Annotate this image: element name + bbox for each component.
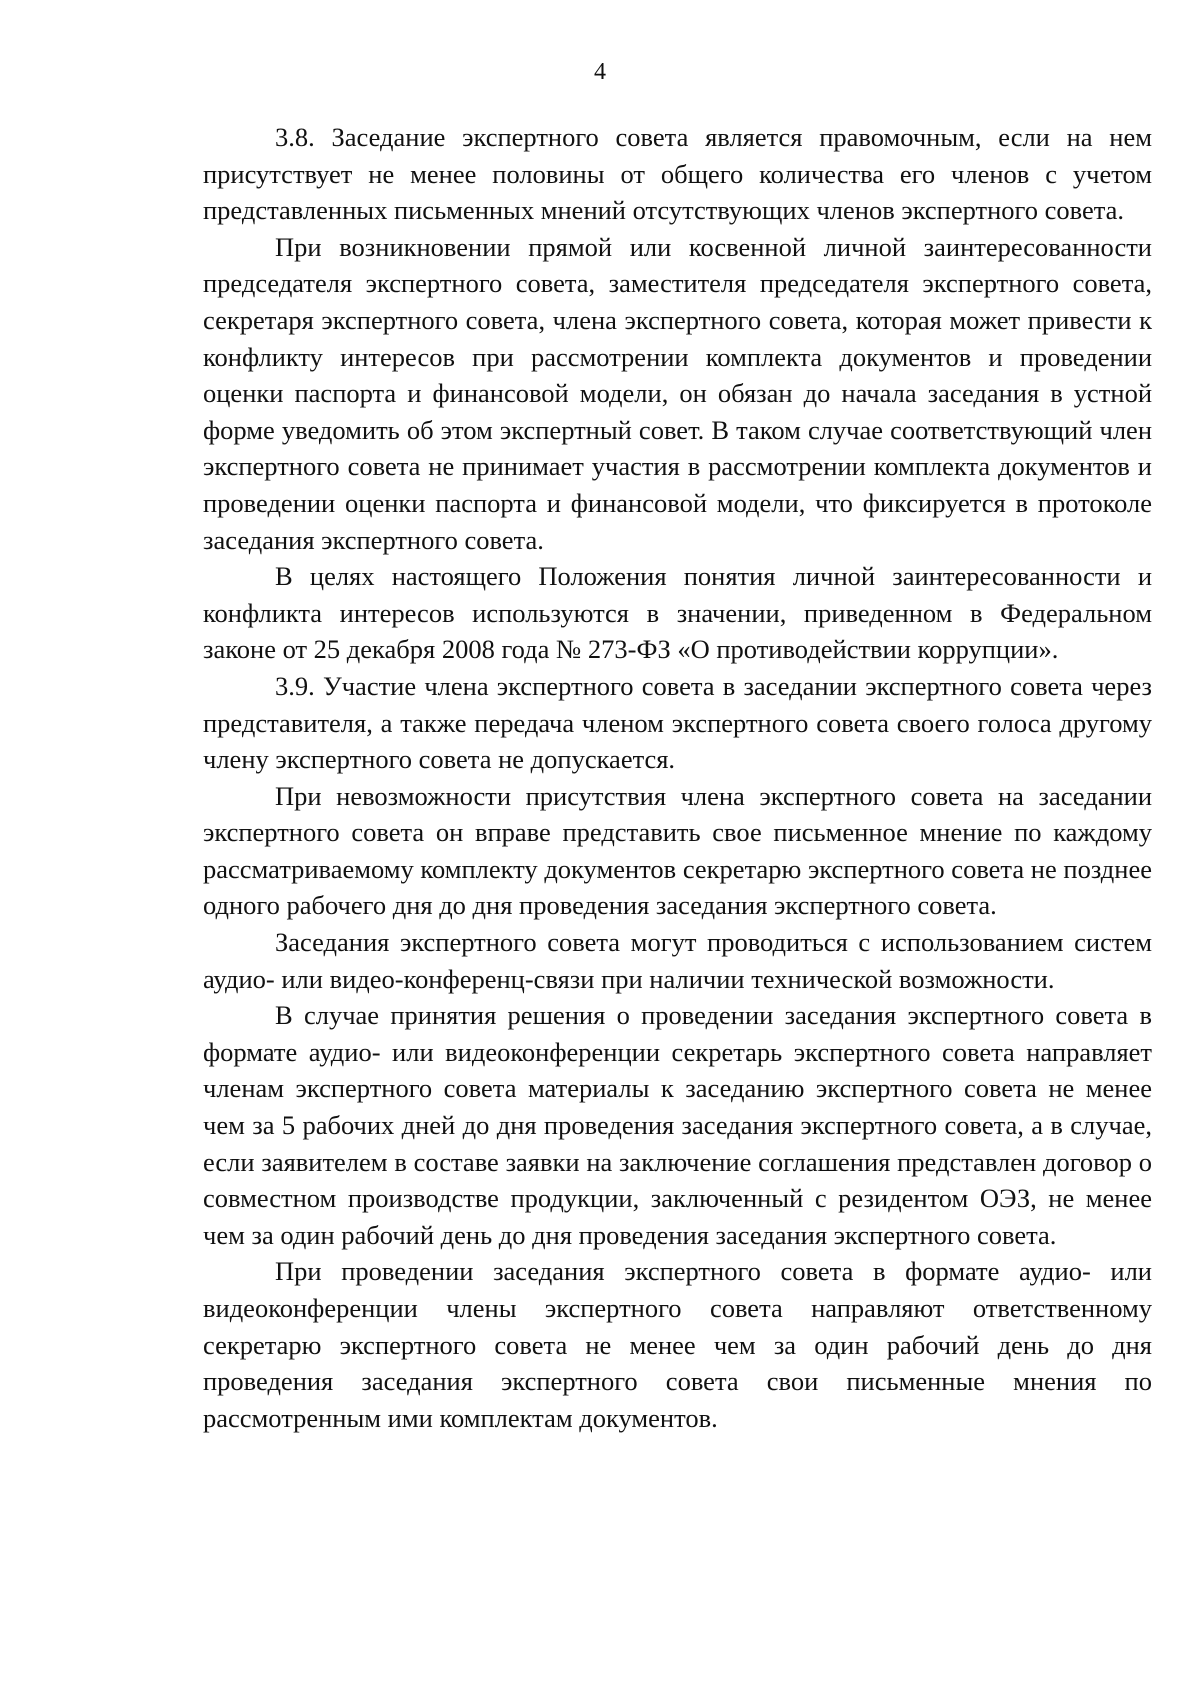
paragraph-videoconference: Заседания экспертного совета могут проводиться с использованием систем аудио- или видео-конференц-связи при наличии технической возможности. [203, 927, 1152, 994]
paragraph-members-opinions: При проведении заседания экспертного совета в формате аудио- или видеоконференции члены экспертного совета направляют ответственному секретарю экспертного совета не менее чем за один рабочий день до дня проведения заседания экспертного совета свои письменные мнения по рассмотренным ими комплектам документов. [203, 1256, 1152, 1433]
paragraph-3-8: 3.8. Заседание экспертного совета является правомочным, если на нем присутствует не менее половины от общего количества его членов с учетом представленных письменных мнений отсутствующих членов экспертного совета. [203, 122, 1152, 226]
paragraph-definitions: В целях настоящего Положения понятия личной заинтересованности и конфликта интересов используются в значении, приведенном в Федеральном законе от 25 декабря 2008 года № 273-ФЗ «О противодействии коррупции». [203, 561, 1152, 665]
paragraph-written-opinion: При невозможности присутствия члена экспертного совета на заседании экспертного совета он вправе представить свое письменное мнение по каждому рассматриваемому комплекту документов секретарю экспертного совета не позднее одного рабочего дня до дня проведения заседания экспертного совета. [203, 780, 1152, 921]
document-body [203, 119, 1152, 1436]
paragraph-3-9: 3.9. Участие члена экспертного совета в заседании экспертного совета через представителя, а также передача членом экспертного совета своего голоса другому члену экспертного совета не допускается. [203, 670, 1152, 775]
paragraph-conflict-of-interest: При возникновении прямой или косвенной личной заинтересованности председателя экспертного совета, заместителя председателя экспертного совета, секретаря экспертного совета, члена экспертного совета, которая может привести к конфликту интересов при рассмотрении комплекта документов и проведении оценки паспорта и финансовой модели, он обязан до начала заседания в устной форме уведомить об этом экспертный совет. В таком случае соответствующий член экспертного совета не принимает участия в рассмотрении комплекта документов и проведении оценки паспорта и финансовой модели, что фиксируется в протоколе заседания экспертного совета. [203, 231, 1152, 555]
page-number: 4 [594, 59, 606, 85]
paragraph-materials-deadline: В случае принятия решения о проведении заседания экспертного совета в формате аудио- или видеоконференции секретарь экспертного совета направляет членам экспертного совета материалы к заседанию экспертного совета не менее чем за 5 рабочих дней до дня проведения заседания экспертного совета, а в случае, если заявителем в составе заявки на заключение соглашения представлен договор о совместном производстве продукции, заключенный с резидентом ОЭЗ, не менее чем за один рабочий день до дня проведения заседания экспертного совета. [203, 1000, 1152, 1250]
